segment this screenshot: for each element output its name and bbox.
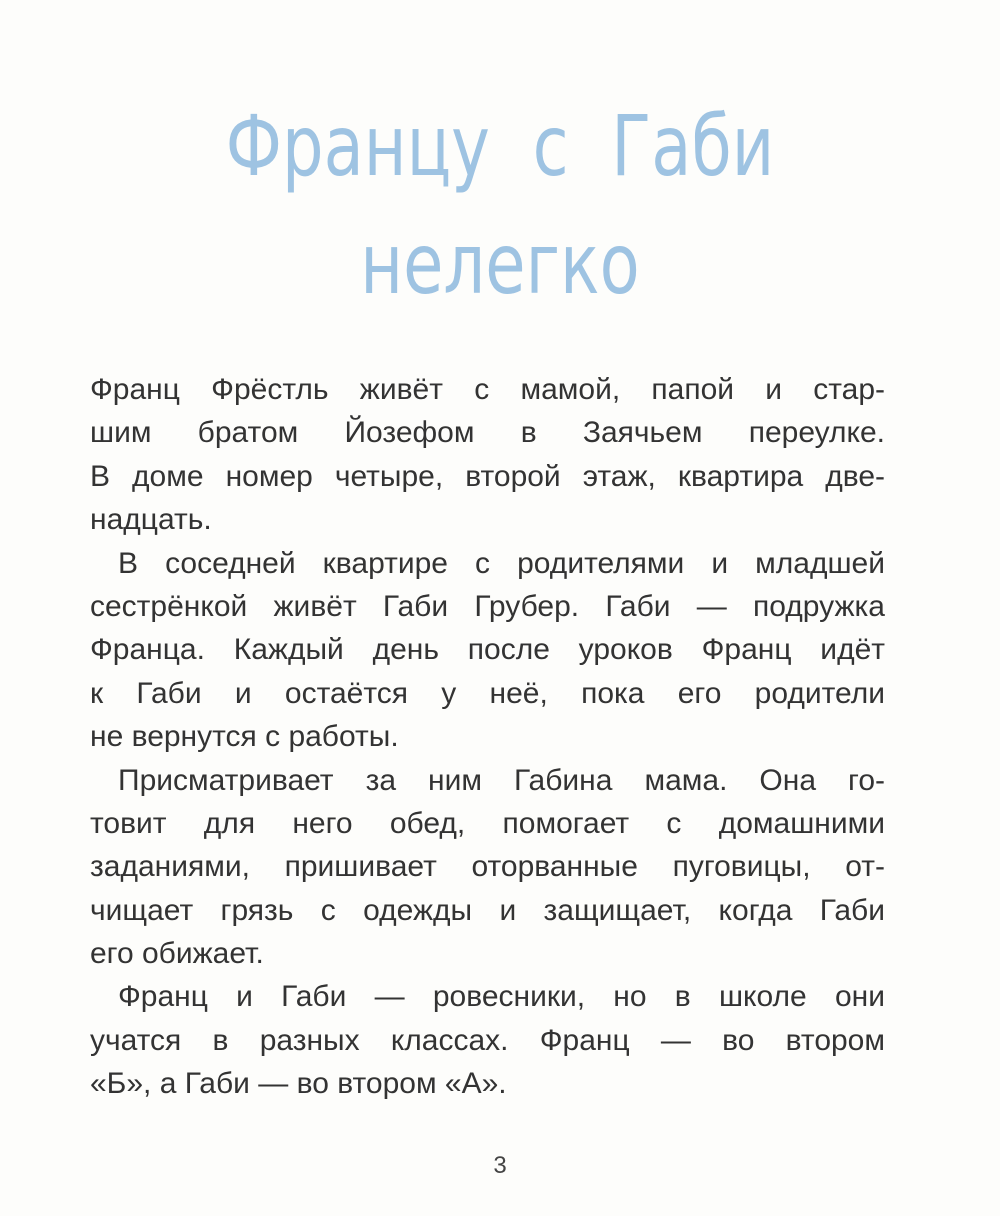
text-line: В доме номер четыре, второй этаж, квартира две- [90, 459, 885, 493]
text-line: заданиями, пришивает оторванные пуговицы, от- [90, 850, 885, 884]
text-line: Франц и Габи — ровесники, но в школе они [118, 980, 885, 1014]
text-line: сестрёнкой живёт Габи Грубер. Габи — подружка [90, 589, 885, 623]
text-line: товит для него обед, помогает с домашними [90, 806, 885, 840]
paragraph-1 [90, 368, 885, 542]
text-line: надцать. [90, 503, 212, 537]
text-line: Присматривает за ним Габина мама. Она го- [118, 763, 885, 797]
text-line: Франца. Каждый день после уроков Франц идёт [90, 633, 885, 667]
text-line: В соседней квартире с родителями и младшей [118, 546, 885, 580]
text-line: шим братом Йозефом в Заячьем переулке. [90, 416, 885, 450]
text-line: чищает грязь с одежды и защищает, когда Габи [90, 893, 885, 927]
page-number: 3 [493, 1152, 507, 1179]
paragraph-3 [90, 759, 885, 976]
text-line: к Габи и остаётся у неё, пока его родители [90, 676, 885, 710]
text-line: учатся в разных классах. Франц — во втором [90, 1023, 885, 1057]
paragraph-4 [90, 975, 885, 1105]
text-line: его обижает. [90, 937, 264, 971]
text-line: Франц Фрёстль живёт с мамой, папой и стар- [90, 373, 885, 406]
body-text [90, 368, 885, 1106]
text-line: «Б», а Габи — во втором «А». [90, 1067, 507, 1101]
chapter-title-line-1: Францу с Габи [225, 97, 775, 195]
chapter-title-line-2: нелегко [360, 215, 640, 313]
paragraph-2 [90, 542, 885, 759]
text-line: не вернутся с работы. [90, 720, 399, 754]
